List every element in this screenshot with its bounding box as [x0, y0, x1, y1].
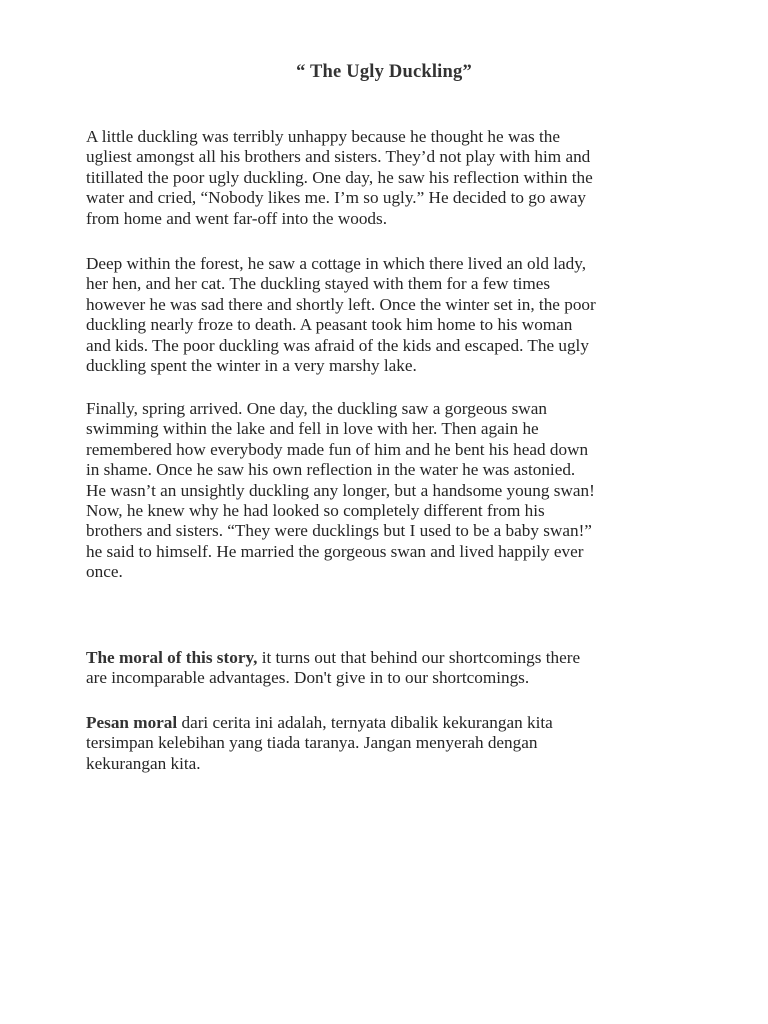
moral-indonesian: [86, 713, 692, 774]
story-paragraph-1: A little duckling was terribly unhappy because he thought he was the ugliest amongst all his brothers and sisters. They’d not play with him and titillated the poor ugly duckling. One day, he saw his reflection within the water and cried, “Nobody likes me. I’m so ugly.” He decided to go away from home and went far-off into the woods.: [86, 127, 593, 228]
moral-indonesian-label: Pesan moral: [86, 713, 178, 732]
moral-english-text: it turns out that behind our shortcomings there are incomparable advantages. Don't give in to our shortcomings.: [86, 648, 581, 688]
story-paragraph-2: Deep within the forest, he saw a cottage in which there lived an old lady, her hen, and her cat. The duckling stayed with them for a few times however he was sad there and shortly left. Once the winter set in, the poor duckling nearly froze to death. A peasant took him home to his woman and kids. The poor duckling was afraid of the kids and escaped. The ugly duckling spent the winter in a very marshy lake.: [86, 254, 596, 376]
moral-english: [86, 648, 692, 689]
story-title: “ The Ugly Duckling”: [296, 62, 472, 82]
moral-indonesian-text: dari cerita ini adalah, ternyata dibalik kekurangan kita tersimpan kelebihan yang tiada taranya. Jangan menyerah dengan kekurangan kita.: [86, 713, 553, 773]
story-paragraph-3: Finally, spring arrived. One day, the duckling saw a gorgeous swan swimming within the lake and fell in love with her. Then again he remembered how everybody made fun of him and he bent his head down in shame. Once he saw his own reflection in the water he was astonied. He wasn’t an unsightly duckling any longer, but a handsome young swan! Now, he knew why he had looked so completely different from his brothers and sisters. “They were ducklings but I used to be a baby swan!” he said to himself. He married the gorgeous swan and lived happily ever once.: [86, 399, 595, 582]
moral-english-label: The moral of this story,: [86, 648, 258, 667]
